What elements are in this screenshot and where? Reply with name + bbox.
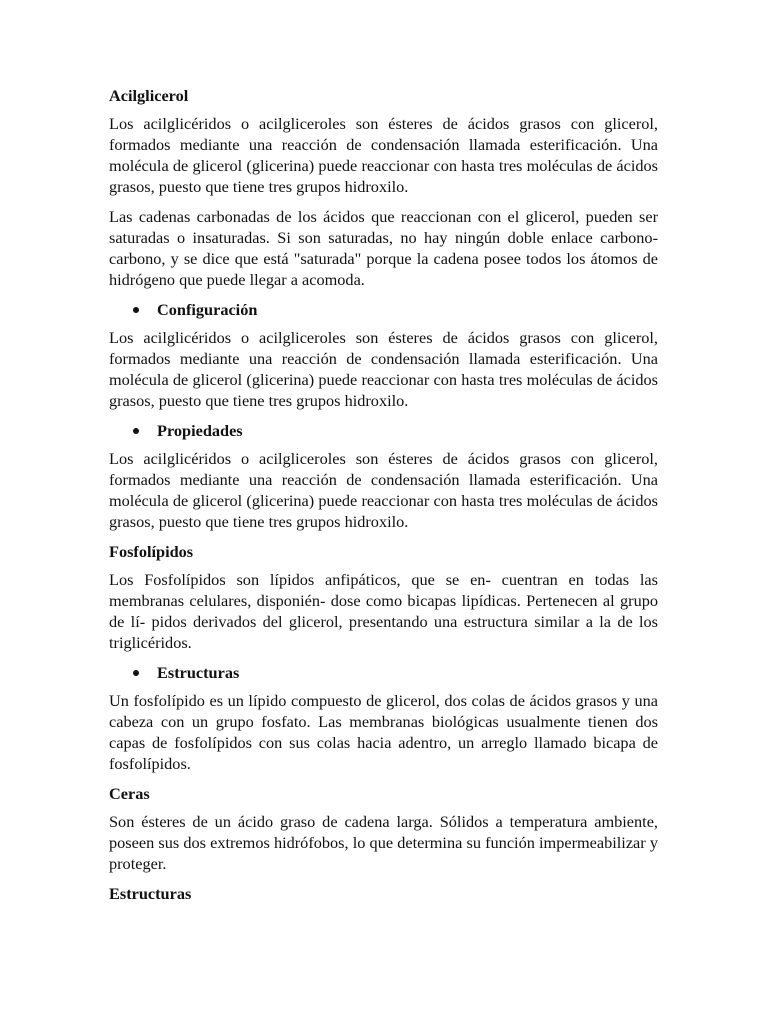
paragraph-acilglicerol-cadenas: Las cadenas carbonadas de los ácidos que reaccionan con el glicerol, pueden ser saturadas o insaturadas. Si son saturadas, no hay ningún doble enlace carbono-carbono, y se dice que está "saturada" porque la cadena posee todos los átomos de hidrógeno que puede llegar a acomoda. <box>109 207 658 289</box>
heading-ceras: Ceras <box>109 784 150 803</box>
paragraph-fosfolipidos: Los Fosfolípidos son lípidos anfipáticos, que se en- cuentran en todas las membranas celulares, disponién- dose como bicapas lipídicas. Pertenecen al grupo de lí- pidos derivados del glicerol, presentando una estructura similar a la de los triglicéridos. <box>109 570 658 652</box>
bullet-label: Propiedades <box>157 421 243 440</box>
bullet-configuracion <box>109 299 658 320</box>
paragraph-fosfolipido-estructura: Un fosfolípido es un lípido compuesto de glicerol, dos colas de ácidos grasos y una cabeza con un grupo fosfato. Las membranas biológicas usualmente tienen dos capas de fosfolípidos con sus colas hacia adentro, un arreglo llamado bicapa de fosfolípidos. <box>109 691 658 773</box>
heading-acilglicerol: Acilglicerol <box>109 86 189 105</box>
bullet-label: Configuración <box>157 300 258 319</box>
heading-fosfolipidos: Fosfolípidos <box>109 542 194 561</box>
bullet-dot-icon <box>133 670 139 676</box>
paragraph-ceras: Son ésteres de un ácido graso de cadena larga. Sólidos a temperatura ambiente, poseen sus dos extremos hidrófobos, lo que determina su función impermeabilizar y proteger. <box>109 812 658 873</box>
bullet-propiedades <box>109 420 658 441</box>
bullet-label: Estructuras <box>157 663 240 682</box>
bullet-dot-icon <box>133 428 139 434</box>
bullet-estructuras <box>109 662 658 683</box>
bullet-dot-icon <box>133 307 139 313</box>
heading-estructuras: Estructuras <box>109 884 192 903</box>
paragraph-acilglicerol-definition: Los acilglicéridos o acilgliceroles son ésteres de ácidos grasos con glicerol, formados mediante una reacción de condensación llamada esterificación. Una molécula de glicerol (glicerina) puede reaccionar con hasta tres moléculas de ácidos grasos, puesto que tiene tres grupos hidroxilo. <box>109 114 658 196</box>
paragraph-configuracion: Los acilglicéridos o acilgliceroles son ésteres de ácidos grasos con glicerol, formados mediante una reacción de condensación llamada esterificación. Una molécula de glicerol (glicerina) puede reaccionar con hasta tres moléculas de ácidos grasos, puesto que tiene tres grupos hidroxilo. <box>109 328 658 410</box>
paragraph-propiedades: Los acilglicéridos o acilgliceroles son ésteres de ácidos grasos con glicerol, formados mediante una reacción de condensación llamada esterificación. Una molécula de glicerol (glicerina) puede reaccionar con hasta tres moléculas de ácidos grasos, puesto que tiene tres grupos hidroxilo. <box>109 449 658 531</box>
document-page <box>109 85 658 911</box>
